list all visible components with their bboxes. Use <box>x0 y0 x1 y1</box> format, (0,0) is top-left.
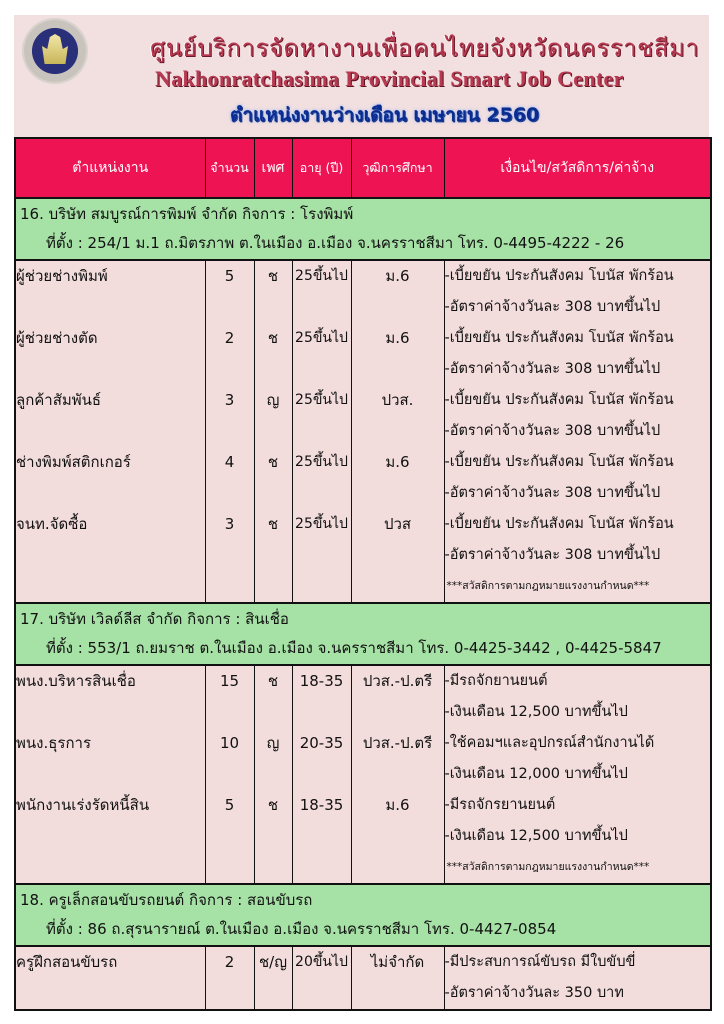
col-education: วุฒิการศึกษา <box>351 138 444 198</box>
job-gender: ช <box>254 509 292 603</box>
job-education: ปวส. <box>351 385 444 447</box>
job-count: 5 <box>205 790 254 884</box>
condition-line: -เบี้ยขยัน ประกันสังคม โบนัส พักร้อน <box>444 330 674 346</box>
job-position: พนง.บริหารสินเชื่อ <box>15 665 205 728</box>
job-conditions <box>444 728 711 790</box>
condition-line: -มีรถจักยานยนต์ <box>444 673 548 689</box>
welfare-note: ***สวัสดิการตามกฎหมายแรงงานกำหนด*** <box>446 580 650 592</box>
condition-line: -มีรถจักรยานยนต์ <box>444 797 556 813</box>
job-age: 25ขึ้นไป <box>292 385 351 447</box>
condition-line: -อัตราค่าจ้างวันละ 308 บาทขึ้นไป <box>444 485 661 501</box>
col-count: จำนวน <box>205 138 254 198</box>
job-count: 2 <box>205 946 254 1010</box>
job-position: ผู้ช่วยช่างตัด <box>15 323 205 385</box>
col-conditions: เงื่อนไข/สวัสดิการ/ค่าจ้าง <box>444 138 711 198</box>
seal-emblem-icon <box>42 34 68 64</box>
job-gender: ช <box>254 323 292 385</box>
company-name: 16. บริษัท สมบูรณ์การพิมพ์ จำกัด กิจการ : โรงพิมพ์ <box>20 205 354 223</box>
job-conditions <box>444 323 711 385</box>
job-conditions <box>444 946 711 1010</box>
job-education: ปวส.-ป.ตรี <box>351 728 444 790</box>
job-count: 3 <box>205 385 254 447</box>
condition-line: -อัตราค่าจ้างวันละ 308 บาทขึ้นไป <box>444 547 661 563</box>
job-position: พนักงานเร่งรัดหนี้สิน <box>15 790 205 884</box>
table-row <box>15 790 711 884</box>
job-education: ปวส <box>351 509 444 603</box>
job-position: พนง.ธุรการ <box>15 728 205 790</box>
job-age: 20-35 <box>292 728 351 790</box>
job-education: ปวส.-ป.ตรี <box>351 665 444 728</box>
job-gender: ช <box>254 790 292 884</box>
job-age: 18-35 <box>292 665 351 728</box>
job-gender: ช <box>254 665 292 728</box>
condition-line: -เงินเดือน 12,500 บาทขึ้นไป <box>444 828 628 844</box>
table-row <box>15 323 711 385</box>
job-gender: ช <box>254 447 292 509</box>
condition-line: -ใช้คอมฯและอุปกรณ์สำนักงานได้ <box>444 735 655 751</box>
job-gender: ญ <box>254 728 292 790</box>
job-count: 4 <box>205 447 254 509</box>
col-gender: เพศ <box>254 138 292 198</box>
company-row <box>15 198 711 260</box>
job-count: 15 <box>205 665 254 728</box>
job-position: ลูกค้าสัมพันธ์ <box>15 385 205 447</box>
condition-line: -อัตราค่าจ้างวันละ 308 บาทขึ้นไป <box>444 361 661 377</box>
table-row <box>15 385 711 447</box>
job-age: 25ขึ้นไป <box>292 260 351 323</box>
job-age: 18-35 <box>292 790 351 884</box>
job-gender: ญ <box>254 385 292 447</box>
job-conditions <box>444 665 711 728</box>
condition-line: -เบี้ยขยัน ประกันสังคม โบนัส พักร้อน <box>444 516 674 532</box>
welfare-note: ***สวัสดิการตามกฎหมายแรงงานกำหนด*** <box>446 861 650 873</box>
table-row <box>15 946 711 1010</box>
job-position: ครูฝึกสอนขับรถ <box>15 946 205 1010</box>
title-thai: ศูนย์บริการจัดหางานเพื่อคนไทยจังหวัดนครราชสีมา <box>150 34 700 62</box>
table-row <box>15 728 711 790</box>
table-row <box>15 509 711 603</box>
condition-line: -อัตราค่าจ้างวันละ 308 บาทขึ้นไป <box>444 423 661 439</box>
condition-line: -เงินเดือน 12,000 บาทขึ้นไป <box>444 766 628 782</box>
job-age: 25ขึ้นไป <box>292 447 351 509</box>
company-name: 18. ครูเล็กสอนขับรถยนต์ กิจการ : สอนขับรถ <box>20 891 313 909</box>
job-count: 3 <box>205 509 254 603</box>
job-conditions <box>444 447 711 509</box>
job-position: จนท.จัดซื้อ <box>15 509 205 603</box>
job-age: 25ขึ้นไป <box>292 509 351 603</box>
job-age: 25ขึ้นไป <box>292 323 351 385</box>
job-position: ผู้ช่วยช่างพิมพ์ <box>15 260 205 323</box>
job-count: 5 <box>205 260 254 323</box>
job-education: ม.6 <box>351 260 444 323</box>
table-row <box>15 665 711 728</box>
title-english: Nakhonratchasima Provincial Smart Job Center <box>155 66 624 91</box>
job-education: ม.6 <box>351 790 444 884</box>
company-address: ที่ตั้ง : 553/1 ถ.ยมราช ต.ในเมือง อ.เมือง จ.นครราชสีมา โทร. 0-4425-3442 , 0-4425-5847 <box>46 639 662 657</box>
job-conditions <box>444 790 711 884</box>
job-gender: ช <box>254 260 292 323</box>
job-count: 10 <box>205 728 254 790</box>
job-conditions <box>444 260 711 323</box>
job-education: ม.6 <box>351 447 444 509</box>
condition-line: -เงินเดือน 12,500 บาทขึ้นไป <box>444 704 628 720</box>
col-position: ตำแหน่งงาน <box>15 138 205 198</box>
job-position: ช่างพิมพ์สติกเกอร์ <box>15 447 205 509</box>
condition-line: -เบี้ยขยัน ประกันสังคม โบนัส พักร้อน <box>444 454 674 470</box>
table-row <box>15 447 711 509</box>
job-conditions <box>444 509 711 603</box>
subtitle-month: ตำแหน่งงานว่างเดือน เมษายน 2560 <box>230 104 540 126</box>
condition-line: -มีประสบการณ์ขับรถ มีใบขับขี่ <box>444 954 636 970</box>
condition-line: -เบี้ยขยัน ประกันสังคม โบนัส พักร้อน <box>444 268 674 284</box>
company-name: 17. บริษัท เวิลด์ลีส จำกัด กิจการ : สินเชื่อ <box>20 610 289 628</box>
job-age: 20ขึ้นไป <box>292 946 351 1010</box>
job-count: 2 <box>205 323 254 385</box>
table-row <box>15 260 711 323</box>
job-education: ม.6 <box>351 323 444 385</box>
job-education: ไม่จำกัด <box>351 946 444 1010</box>
job-vacancy-table <box>14 137 712 1011</box>
company-row <box>15 603 711 665</box>
table-header-row <box>15 138 711 198</box>
condition-line: -อัตราค่าจ้างวันละ 350 บาท <box>444 985 624 1001</box>
col-age: อายุ (ปี) <box>292 138 351 198</box>
company-address: ที่ตั้ง : 254/1 ม.1 ถ.มิตรภาพ ต.ในเมือง อ.เมือง จ.นครราชสีมา โทร. 0-4495-4222 - 26 <box>46 234 625 252</box>
company-row <box>15 884 711 946</box>
condition-line: -เบี้ยขยัน ประกันสังคม โบนัส พักร้อน <box>444 392 674 408</box>
employment-office-logo-icon <box>24 20 86 82</box>
company-address: ที่ตั้ง : 86 ถ.สุรนารายณ์ ต.ในเมือง อ.เมือง จ.นครราชสีมา โทร. 0-4427-0854 <box>46 920 557 938</box>
condition-line: -อัตราค่าจ้างวันละ 308 บาทขึ้นไป <box>444 299 661 315</box>
job-gender: ช/ญ <box>254 946 292 1010</box>
job-conditions <box>444 385 711 447</box>
